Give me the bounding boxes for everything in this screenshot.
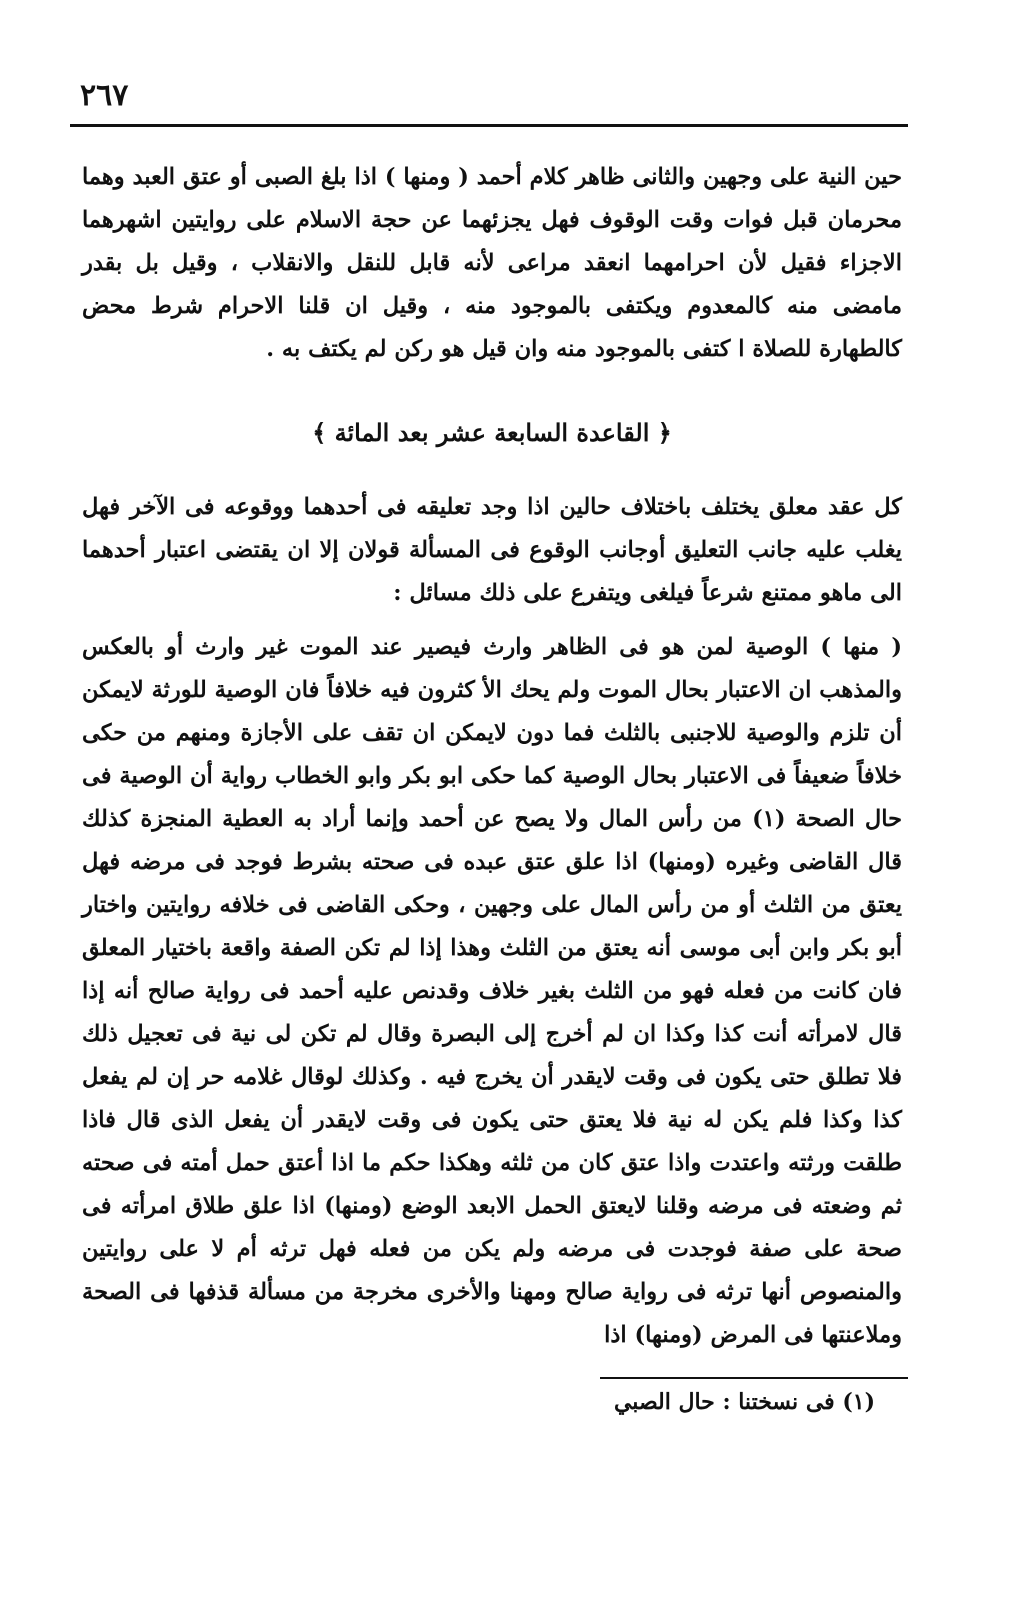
page-number: ٢٦٧ <box>80 78 129 113</box>
paragraph-2: كل عقد معلق يختلف باختلاف حالين اذا وجد تعليقه فى أحدهما ووقوعه فى الآخر فهل يغلب عليه جانب التعليق أوجانب الوقوع فى المسألة قولان إلا ان يقتضى اعتبار أحدهما الى ماهو ممتنع شرعاً فيلغى ويتفرع على ذلك مسائل : <box>82 494 902 606</box>
footnote: (١) فى نسختنا : حال الصبي <box>613 1389 875 1415</box>
paragraph-3: ( منها ) الوصية لمن هو فى الظاهر وارث فيصير عند الموت غير وارث أو بالعكس والمذهب ان الاعتبار بحال الموت ولم يحك الأ كثرون فيه خلافاً فان الوصية للورثة لايمكن أن تلزم والوصية للاجنبى بالثلث فما دون لايمكن ان تقف على الأجازة ومنهم من حكى خلافاً ضعيفاً فى الاعتبار بحال الوصية كما حكى ابو بكر وابو الخطاب رواية أن الوصية فى حال الصحة (١) من رأس المال ولا يصح عن أحمد وإنما أراد به العطية المنجزة كذلك قال القاضى وغيره (ومنها) اذا علق عتق عبده فى صحته بشرط فوجد فى مرضه فهل يعتق من الثلث أو من رأس المال على وجهين ، وحكى القاضى فى خلافه روايتين واختار أبو بكر وابن أبى موسى أنه يعتق من الثلث وهذا إذا لم تكن الصفة واقعة باختيار المعلق فان كانت من فعله فهو من الثلث بغير خلاف وقدنص عليه أحمد فى رواية صالح أنه إذا قال لامرأته أنت كذا وكذا ان لم أخرج إلى البصرة وقال لم تكن لى نية فى تعجيل ذلك فلا تطلق حتى يكون فى وقت لايقدر أن يخرج فيه . وكذلك لوقال غلامه حر إن لم يفعل كذا وكذا فلم يكن له نية فلا يعتق حتى يكون فى وقت لايقدر أن يفعل الذى قال فاذا طلقت ورثته واعتدت واذا عتق كان من ثلثه وهكذا حكم ما اذا أعتق حمل أمته فى صحته ثم وضعته فى مرضه وقلنا لايعتق الحمل الابعد الوضع (ومنها) اذا علق طلاق امرأته فى صحة على صفة فوجدت فى مرضه ولم يكن من فعله فهل ترثه أم لا على روايتين والمنصوص أنها ترثه فى رواية صالح ومهنا والأخرى مخرجة من مسألة قذفها فى الصحة وملاعنتها فى المرض (ومنها) اذا <box>82 634 902 1348</box>
footnote-divider <box>600 1377 908 1379</box>
section-heading: ﴿ القاعدة السابعة عشر بعد المائة ﴾ <box>312 418 672 447</box>
paragraph-1: حين النية على وجهين والثانى ظاهر كلام أحمد ( ومنها ) اذا بلغ الصبى أو عتق العبد وهما محرمان قبل فوات وقت الوقوف فهل يجزئهما عن حجة الاسلام على روايتين اشهرهما الاجزاء فقيل لأن احرامهما انعقد مراعى لأنه قابل للنقل والانقلاب ، وقيل بل بقدر مامضى منه كالمعدوم ويكتفى بالموجود منه ، وقيل ان قلنا الاحرام شرط محض كالطهارة للصلاة ا كتفى بالموجود منه وان قيل هو ركن لم يكتف به . <box>82 164 902 362</box>
header-divider <box>70 124 908 127</box>
